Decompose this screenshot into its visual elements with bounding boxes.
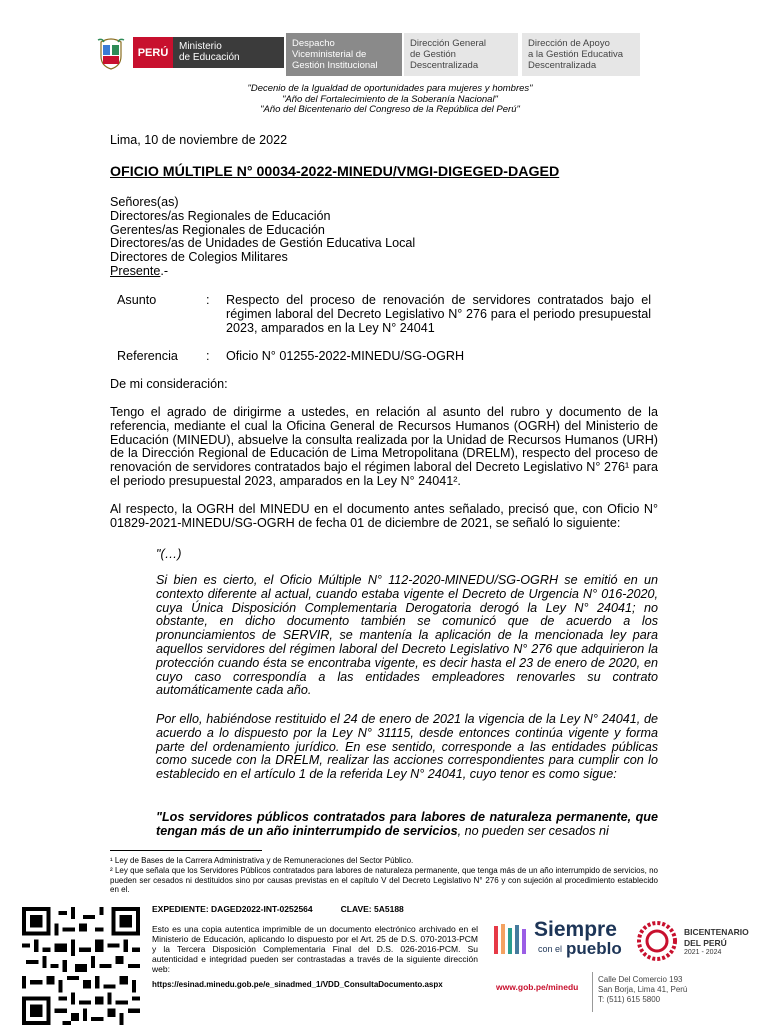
- authenticity-note: Esto es una copia autentica imprimible de un documento electrónico archivado en el Ministerio de Educación, aplicando lo dispuesto por el Art. 25 de D.S. 070-2013-PCM y la Tercera Disposición Complementaria Final del D.S. 026-2016-PCM. Su autenticidad e integridad pueden ser contrastadas a través de la siguiente dirección web:: [152, 924, 478, 974]
- dir1-line-1: Dirección General: [410, 38, 487, 49]
- footnote-1: ¹ Ley de Bases de la Carrera Administrativa y de Remuneraciones del Sector Público.: [110, 856, 414, 865]
- slogan-1: "Decenio de la Igualdad de oportunidades para mujeres y hombres": [247, 83, 533, 94]
- footnote-divider: [110, 850, 262, 851]
- coat-of-arms-icon: [97, 36, 125, 70]
- asunto-text: Respecto del proceso de renovación de servidores contratados bajo el régimen laboral del Decreto Legislativo N° 276 para el periodo presupuestal 2023, amparados en la Ley N° 24041: [226, 293, 651, 335]
- paragraph-2: Al respecto, la OGRH del MINEDU en el documento antes señalado, precisó que, con Oficio N° 01829-2021-MINEDU/SG-OGRH de fecha 01 de diciembre de 2021, se señaló lo siguiente:: [110, 502, 658, 530]
- recipients: [110, 196, 415, 279]
- dir1-line-2: de Gestión: [410, 49, 456, 60]
- ministry-line-2: de Educación: [179, 52, 240, 63]
- expediente-line: [152, 904, 404, 914]
- bicentenario-text: BICENTENARIO: [684, 927, 749, 937]
- greeting: De mi consideración:: [110, 377, 228, 391]
- ministry-logo: [173, 37, 284, 68]
- slogans: [120, 84, 660, 116]
- years-text: 2021 - 2024: [684, 949, 722, 956]
- despacho-line-2: Viceministerial de: [292, 49, 367, 60]
- quote-paragraph-2: Por ello, habiéndose restituido el 24 de enero de 2021 la vigencia de la Ley N° 24041, de acuerdo a lo dispuesto por la Ley N° 31115, desde entonces continúa vigente y forma parte del ordenamiento jurídico. En ese sentido, corresponde a las entidades públicas como sucede con la DRELM, realizar las acciones correspondientes para cumplir con lo establecido en el artículo 1 de la referida Ley N° 24041, cuyo tenor es como sigue:: [156, 712, 658, 782]
- quote-open: "(…): [156, 547, 182, 561]
- slogan-2: "Año del Fortalecimiento de la Soberanía Nacional": [282, 93, 498, 105]
- recipient-line: Directores/as Regionales de Educación: [110, 208, 331, 223]
- document-date: Lima, 10 de noviembre de 2022: [110, 133, 288, 147]
- quote-paragraph-1: Si bien es cierto, el Oficio Múltiple N° 112-2020-MINEDU/SG-OGRH se emitió en un contexto diferente al actual, cuando estaba vigente el Decreto de Urgencia N° 016-2020, cuya Única Disposición Complementaria Derogatoria derogó la Ley N° 24041; no obstante, en dicho documento también se comunicó que de acuerdo a los pronunciamientos de SERVIR, se mantenía la aplicación de la mencionada ley para aquellos servidores del régimen laboral del Decreto Legislativo N° 276 que adquirieron la protección cuando ésta se encontraba vigente, es decir hasta el 23 de enero de 2020, en cuyo caso correspondía a las entidades empleadores renovarles su contrato automáticamente cada año.: [156, 573, 658, 698]
- dir2-line-2: a la Gestión Educativa: [528, 49, 624, 60]
- footnote-2: ² Ley que señala que los Servidores Públicos contratados para labores de naturaleza permanente, que tenga más de un año interrumpido de servicios, no pueden ser cesados ni destituidos sino por causas previstas en el capítulo V del Decreto Legislativo N° 276 y con sujeción al procedimiento establecido en el.: [110, 866, 658, 894]
- document-title: OFICIO MÚLTIPLE N° 00034-2022-MINEDU/VMGI-DIGEGED-DAGED: [110, 164, 560, 180]
- despacho-line-1: Despacho: [292, 38, 335, 49]
- quote-rest: , no pueden ser cesados ni: [457, 823, 609, 838]
- expediente: EXPEDIENTE: DAGED2022-INT-0252564: [152, 904, 313, 914]
- bicentenario-logo: [636, 918, 760, 964]
- verification-url[interactable]: https://esinad.minedu.gob.pe/e_sinadmed_1/VDD_ConsultaDocumento.aspx: [152, 980, 443, 989]
- quote-paragraph-3: [156, 811, 658, 839]
- address-divider: [592, 972, 593, 1012]
- gob-link[interactable]: www.gob.pe/minedu: [496, 982, 579, 992]
- presente-suffix: .-: [160, 263, 169, 278]
- colored-figures-icon: [492, 922, 530, 958]
- direccion-general-box: [404, 33, 518, 76]
- slogan-3: "Año del Bicentenario del Congreso de la República del Perú": [260, 104, 520, 115]
- bicentenario-emblem-icon: [636, 920, 678, 962]
- peru-logo: [133, 37, 173, 68]
- address: [598, 975, 687, 1005]
- clave: CLAVE: 5A5188: [340, 904, 404, 914]
- direccion-apoyo-box: [522, 33, 640, 76]
- dir1-line-3: Descentralizada: [410, 60, 479, 71]
- recipient-line: Directores de Colegios Militares: [110, 250, 288, 265]
- referencia-text: Oficio N° 01255-2022-MINEDU/SG-OGRH: [226, 349, 465, 363]
- dir2-line-1: Dirección de Apoyo: [528, 38, 610, 49]
- presente-line: [110, 265, 415, 279]
- recipient-line: Gerentes/as Regionales de Educación: [110, 222, 325, 237]
- address-line-1: Calle Del Comercio 193: [598, 975, 683, 984]
- asunto-label: Asunto: [117, 293, 157, 307]
- del-peru-text: DEL PERÚ: [684, 938, 727, 948]
- recipient-line: Señores(as): [110, 195, 179, 209]
- address-line-3: T: (511) 615 5800: [598, 995, 661, 1004]
- pueblo-text: pueblo: [566, 939, 622, 958]
- recipient-line: Directores/as de Unidades de Gestión Educativa Local: [110, 236, 416, 251]
- asunto-colon: :: [206, 293, 210, 307]
- siempre-text: Siempre: [534, 918, 617, 941]
- ministry-line-1: Ministerio: [179, 41, 222, 52]
- quote-bold: "Los servidores públicos contratados para labores de naturaleza permanente, que tengan más de un año ininterrumpido de servicios: [156, 810, 658, 838]
- peru-label: PERÚ: [137, 46, 169, 59]
- con-el-text: con el: [538, 944, 563, 954]
- paragraph-1: Tengo el agrado de dirigirme a ustedes, en relación al asunto del rubro y documento de la referencia, mediante el cual la Oficina General de Recursos Humanos (OGRH) del Ministerio de Educación (MINEDU), absuelve la consulta realizada por la Unidad de Recursos Humanos (URH) de la Dirección Regional de Educación de Lima Metropolitana (DRELM), respecto del proceso de renovación de servidores contratados bajo el régimen laboral del Decreto Legislativo N° 276¹ para el periodo presupuestal 2023, amparados en la Ley N° 24041².: [110, 405, 658, 488]
- referencia-colon: :: [206, 349, 210, 363]
- qr-code-icon: [22, 907, 140, 1025]
- presente: Presente: [110, 263, 161, 278]
- address-line-2: San Borja, Lima 41, Perú: [598, 985, 688, 994]
- despacho-box: [286, 33, 402, 76]
- siempre-con-el-pueblo-logo: [492, 916, 632, 966]
- despacho-line-3: Gestión Institucional: [292, 60, 378, 71]
- dir2-line-3: Descentralizada: [528, 60, 597, 71]
- referencia-label: Referencia: [117, 349, 178, 363]
